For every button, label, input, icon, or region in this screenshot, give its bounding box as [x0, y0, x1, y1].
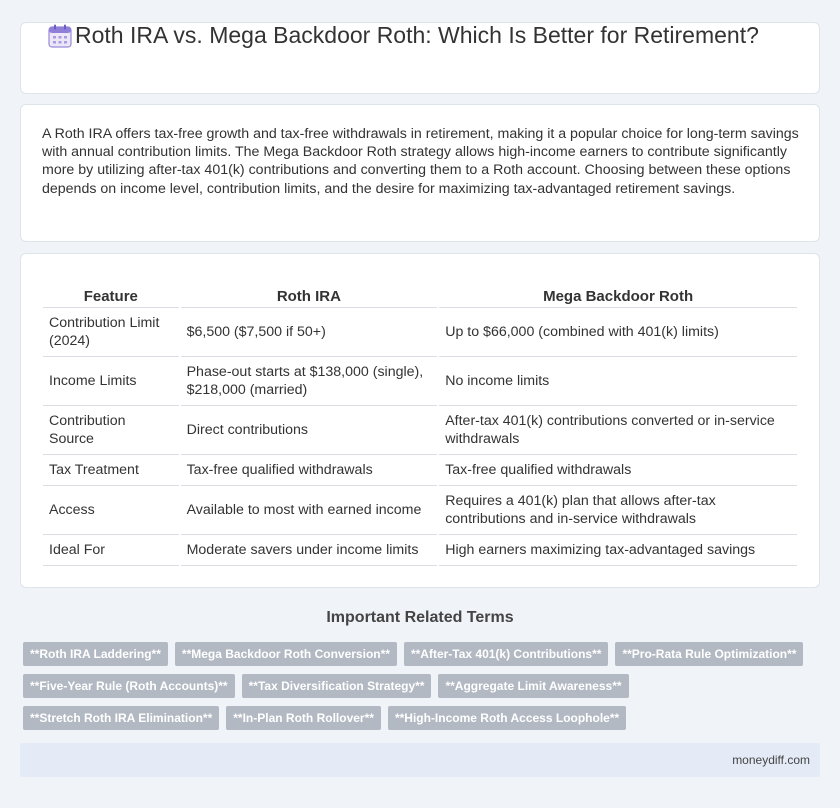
table-header-row — [43, 284, 797, 308]
related-term-tag[interactable]: **Five-Year Rule (Roth Accounts)** — [23, 674, 235, 698]
related-term-tag[interactable]: **After-Tax 401(k) Contributions** — [404, 642, 608, 666]
table-row — [43, 357, 797, 406]
table-cell: Tax Treatment — [43, 455, 179, 486]
calendar-icon — [47, 23, 73, 49]
related-term-tag[interactable]: **Pro-Rata Rule Optimization** — [615, 642, 803, 666]
table-cell: Phase-out starts at $138,000 (single), $218,000 (married) — [181, 357, 438, 406]
intro-paragraph: A Roth IRA offers tax-free growth and tax-free withdrawals in retirement, making it a popular choice for long-term savings with annual contribution limits. The Mega Backdoor Roth strategy allows high-income earners to contribute significantly more by utilizing after-tax 401(k) contributions and converting them to a Roth account. Choosing between these options depends on income level, contribution limits, and the desire for maximizing tax-advantaged retirement savings. — [42, 126, 799, 197]
column-header-mega-backdoor-roth: Mega Backdoor Roth — [439, 284, 797, 308]
related-term-tag[interactable]: **Aggregate Limit Awareness** — [438, 674, 628, 698]
table-cell: Requires a 401(k) plan that allows after-tax contributions and in-service withdrawals — [439, 486, 797, 535]
table-cell: Contribution Source — [43, 406, 179, 455]
comparison-table — [41, 284, 799, 566]
footer-site-link[interactable]: moneydiff.com — [732, 753, 810, 767]
table-cell: After-tax 401(k) contributions converted or in-service withdrawals — [439, 406, 797, 455]
intro-card — [20, 104, 820, 242]
table-cell: Contribution Limit (2024) — [43, 308, 179, 357]
table-cell: Up to $66,000 (combined with 401(k) limits) — [439, 308, 797, 357]
table-row — [43, 486, 797, 535]
comparison-card — [20, 253, 820, 588]
related-term-tag[interactable]: **Tax Diversification Strategy** — [242, 674, 432, 698]
table-row — [43, 308, 797, 357]
table-cell: High earners maximizing tax-advantaged savings — [439, 535, 797, 566]
related-term-tag[interactable]: **Roth IRA Laddering** — [23, 642, 168, 666]
footer — [20, 743, 820, 777]
page-title: Roth IRA vs. Mega Backdoor Roth: Which Is Better for Retirement? — [75, 22, 759, 48]
table-row — [43, 535, 797, 566]
related-term-tag[interactable]: **Mega Backdoor Roth Conversion** — [175, 642, 397, 666]
table-cell: Income Limits — [43, 357, 179, 406]
table-cell: Ideal For — [43, 535, 179, 566]
related-term-tag[interactable]: **In-Plan Roth Rollover** — [226, 706, 381, 730]
related-term-tag[interactable]: **High-Income Roth Access Loophole** — [388, 706, 626, 730]
table-cell: Tax-free qualified withdrawals — [439, 455, 797, 486]
column-header-roth-ira: Roth IRA — [181, 284, 438, 308]
table-cell: Available to most with earned income — [181, 486, 438, 535]
related-terms-list — [23, 642, 823, 730]
table-cell: Tax-free qualified withdrawals — [181, 455, 438, 486]
related-terms-title: Important Related Terms — [326, 609, 514, 626]
table-row — [43, 406, 797, 455]
table-cell: Moderate savers under income limits — [181, 535, 438, 566]
related-term-tag[interactable]: **Stretch Roth IRA Elimination** — [23, 706, 219, 730]
table-cell: $6,500 ($7,500 if 50+) — [181, 308, 438, 357]
table-cell: Direct contributions — [181, 406, 438, 455]
column-header-feature: Feature — [43, 284, 179, 308]
table-cell: Access — [43, 486, 179, 535]
table-cell: No income limits — [439, 357, 797, 406]
table-row — [43, 455, 797, 486]
